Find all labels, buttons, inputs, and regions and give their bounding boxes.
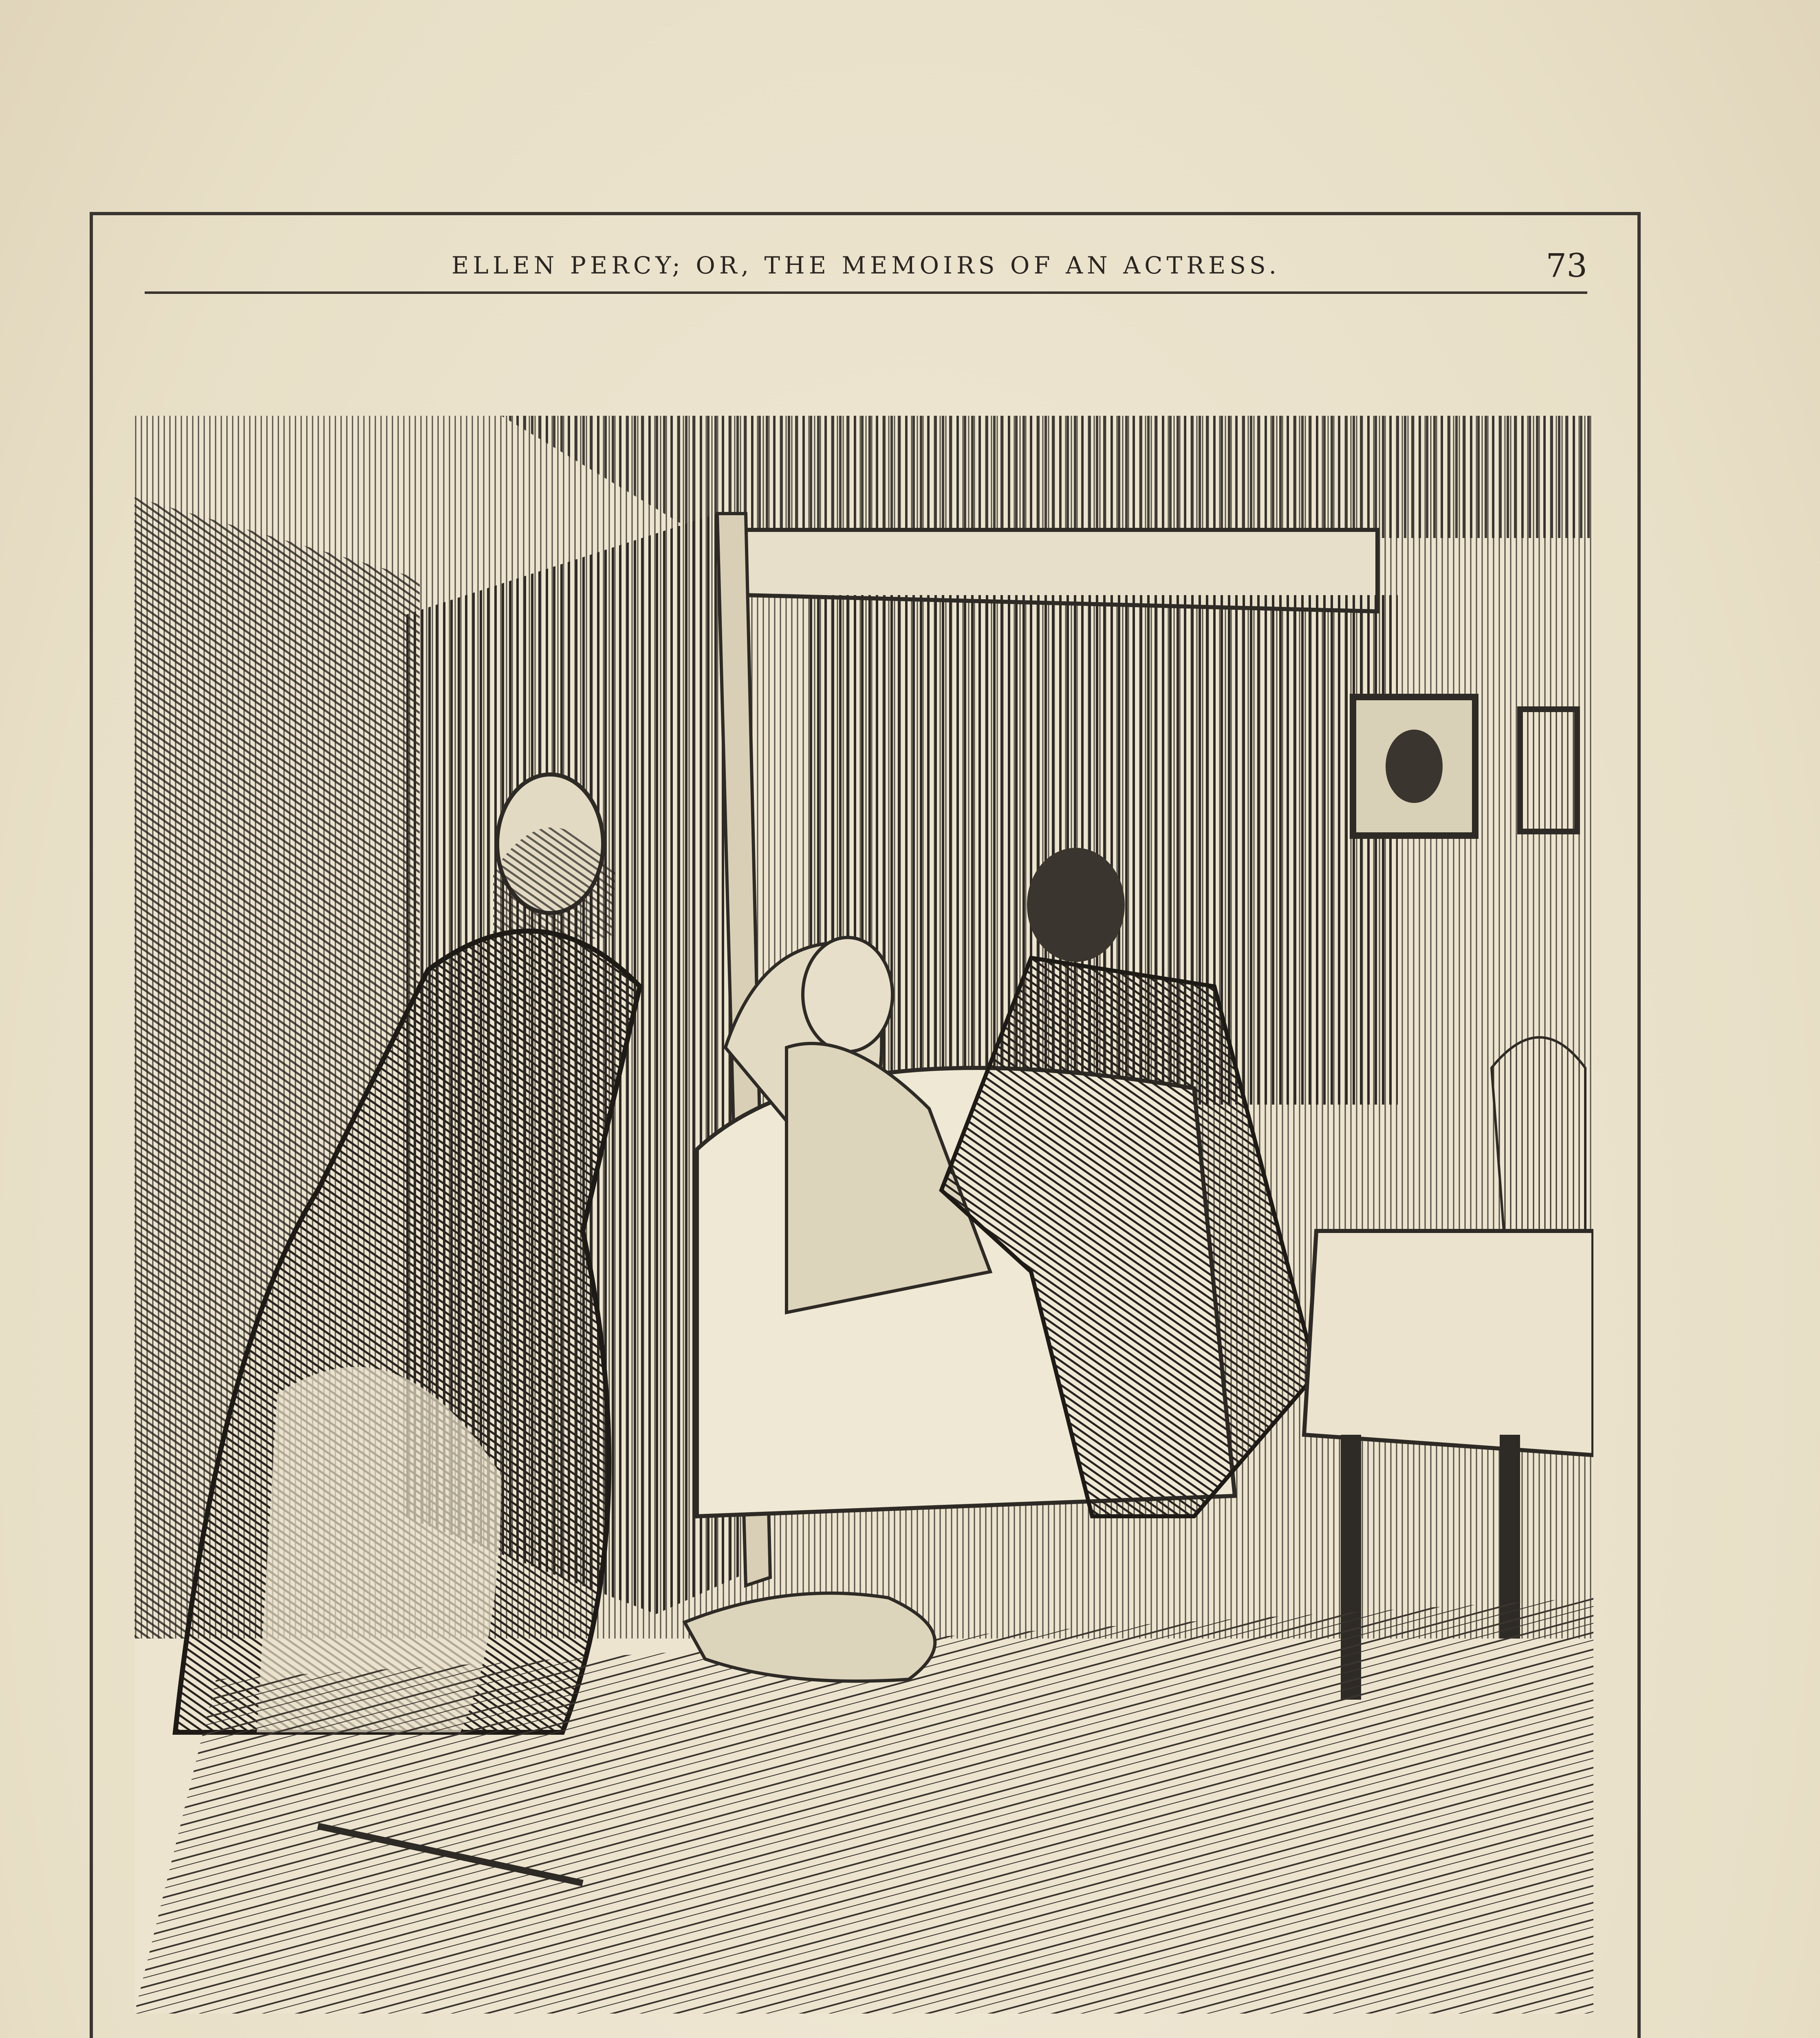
- man-head: [1027, 848, 1125, 962]
- running-title: ELLEN PERCY; OR, THE MEMOIRS OF AN ACTRESS.: [451, 251, 1281, 279]
- side-table: [1304, 1231, 1593, 1455]
- invalid-figure: [803, 937, 892, 1052]
- page-number: 73: [1546, 247, 1587, 285]
- engraving-illustration: [134, 416, 1593, 2014]
- engraving-drawing: [134, 416, 1593, 2014]
- running-head: [145, 247, 1587, 294]
